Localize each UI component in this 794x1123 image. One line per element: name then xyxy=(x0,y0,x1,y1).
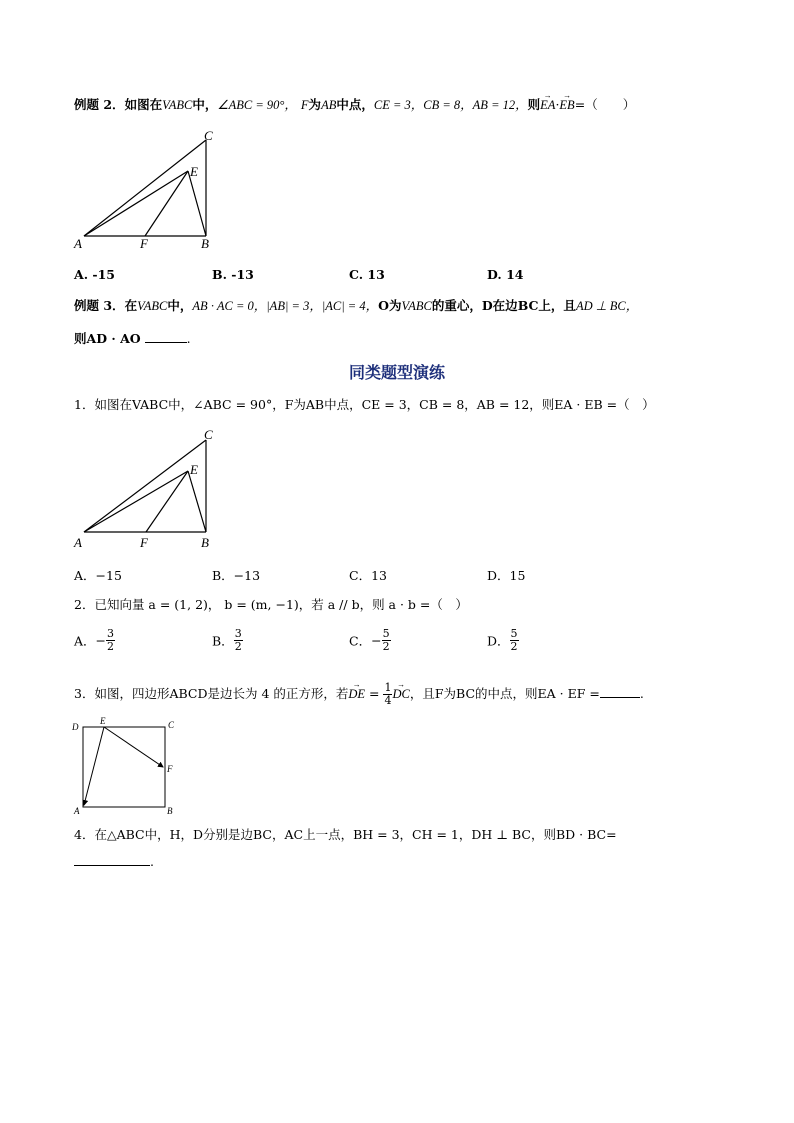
option-a[interactable]: A．−15 xyxy=(74,568,122,583)
triangle-figure-example-2 xyxy=(70,126,230,251)
label-e: E xyxy=(100,716,106,726)
option-b[interactable]: B． $\frac{3}{2}$ xyxy=(212,627,242,653)
answer-blank[interactable] xyxy=(145,342,187,343)
label-e: E xyxy=(190,462,198,477)
label-b: B xyxy=(201,535,209,550)
example-3-question: 例题 3．在VABC中，AB · AC = 0，|AB| = 3，|AC| = 4，O为VABC的重心，D在边BC上，且AD ⊥ BC， xyxy=(74,298,639,313)
label-b: B xyxy=(167,806,173,816)
triangle-figure-q1 xyxy=(70,426,230,552)
option-b[interactable]: B．−13 xyxy=(212,568,261,583)
option-d[interactable]: D． $\frac{5}{2}$ xyxy=(487,627,518,653)
square-abcd xyxy=(83,727,165,807)
label-d: D xyxy=(72,722,79,732)
question-2-options xyxy=(74,628,714,664)
option-c[interactable]: C．− $\frac{5}{2}$ xyxy=(349,627,390,653)
option-a[interactable]: A. -15 xyxy=(74,267,115,282)
question-1: 1．如图在VABC中，∠ABC = 90°，F为AB中点，CE = 3，CB = 8，AB = 12，则EA · EB =（ ） xyxy=(74,397,655,412)
question-3: 3．如图，四边形ABCD是边长为 4 的正方形，若→ DE = $\frac{1}{4}$ → DC，且F为BC的中点，则EA · EF = . xyxy=(74,682,644,707)
label-c: C xyxy=(204,427,213,442)
answer-blank[interactable] xyxy=(74,865,150,866)
option-c[interactable]: C．13 xyxy=(349,568,387,583)
example-3-question-line2: 则AD · AO . xyxy=(74,331,191,346)
answer-blank[interactable] xyxy=(600,697,640,698)
label-a: A xyxy=(74,806,80,816)
vector-ea xyxy=(84,727,104,805)
label-a: A xyxy=(74,535,82,550)
label-f: F xyxy=(167,764,173,774)
label-e: E xyxy=(190,164,198,179)
question-4-line2: . xyxy=(74,854,154,870)
option-c[interactable]: C. 13 xyxy=(349,267,385,282)
label-b: B xyxy=(201,236,209,251)
option-a[interactable]: A．− $\frac{3}{2}$ xyxy=(74,627,115,653)
option-d[interactable]: D．15 xyxy=(487,568,526,583)
label-f: F xyxy=(140,535,148,550)
option-d[interactable]: D. 14 xyxy=(487,267,524,282)
option-b[interactable]: B. -13 xyxy=(212,267,254,282)
vector-ef xyxy=(104,727,163,767)
question-4: 4．在△ABC中，H，D分别是边BC，AC上一点，BH = 3，CH = 1，DH ⊥ BC，则BD · BC= xyxy=(74,827,617,842)
segment-ac xyxy=(84,440,206,532)
square-figure-q3 xyxy=(68,716,184,816)
label-f: F xyxy=(140,236,148,251)
segment-fe xyxy=(145,171,188,236)
question-2: 2．已知向量 a = (1, 2)， b = (m, −1)，若 a // b，则 a · b =（ ） xyxy=(74,597,468,612)
segment-ac xyxy=(84,140,206,236)
example-2-question: 例题 2．如图在VABC中，∠ABC = 90°， F为AB中点，CE = 3，CB = 8，AB = 12，则→ EA·→ EB=（ ） xyxy=(74,97,635,113)
label-c: C xyxy=(204,128,213,143)
segment-eb xyxy=(188,171,206,236)
label-a: A xyxy=(74,236,82,251)
segment-ae xyxy=(84,171,188,236)
segment-ae xyxy=(84,471,188,532)
label-c: C xyxy=(168,720,175,730)
segment-eb xyxy=(188,471,206,532)
section-title: 同类题型演练 xyxy=(348,363,445,382)
